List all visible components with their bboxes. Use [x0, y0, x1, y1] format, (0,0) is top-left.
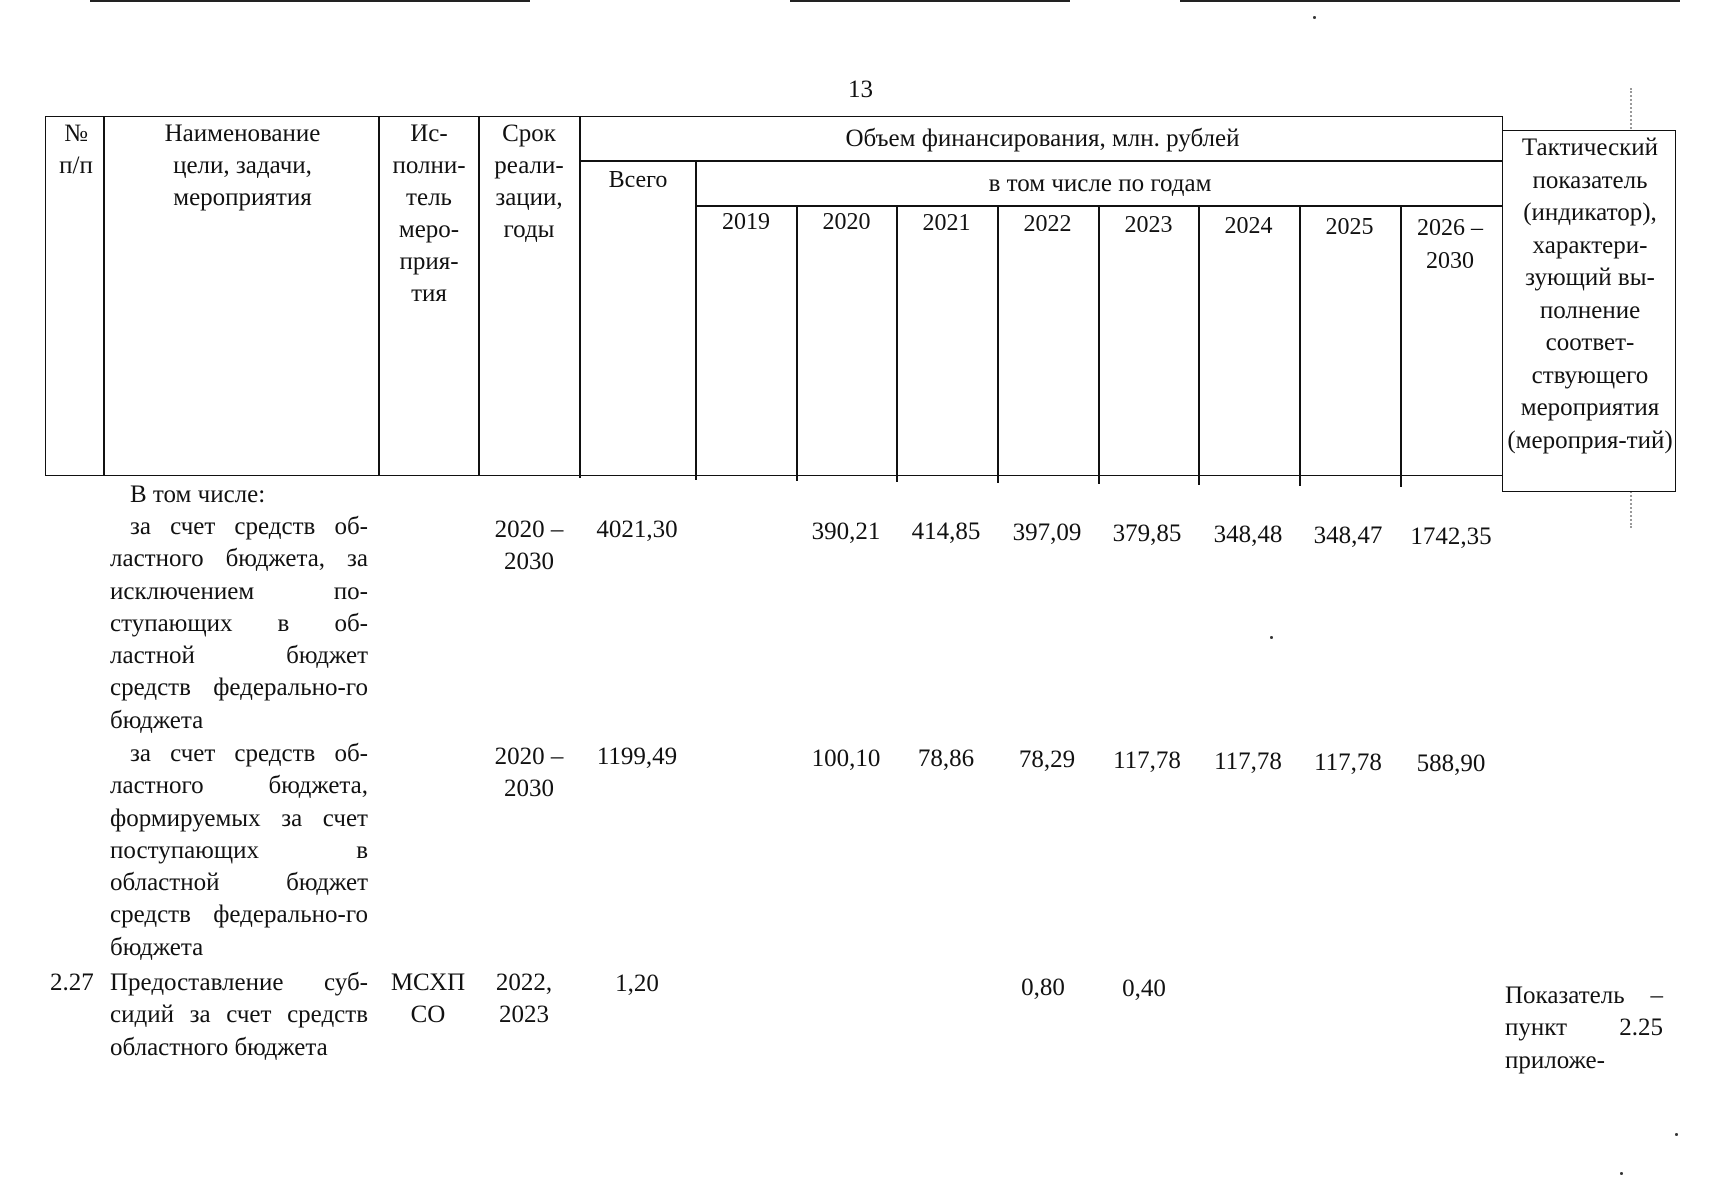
header-volume: Объем финансирования, млн. рублей [845, 125, 1240, 152]
header-year: 2020 [822, 209, 871, 235]
col-divider [103, 116, 105, 476]
row-value: 348,48 [1213, 521, 1283, 548]
table-row [110, 479, 368, 511]
header-year: 2021 [922, 210, 971, 236]
scan-edge-line [1180, 0, 1680, 2]
row-no: 2.27 [50, 969, 94, 996]
row-name: В том числе: [130, 481, 266, 508]
table-row [110, 511, 368, 737]
row-value: 348,47 [1313, 522, 1383, 549]
header-by-years: в том числе по годам [988, 170, 1212, 197]
header-name: Наименование цели, задачи, мероприятия [164, 120, 321, 211]
header-year: 2024 [1224, 213, 1273, 239]
row-total: 1199,49 [596, 743, 678, 770]
scan-edge-line [790, 0, 1070, 2]
row-value: 117,78 [1214, 748, 1282, 775]
row-value: 117,78 [1314, 749, 1382, 776]
scan-speck [1620, 1172, 1623, 1175]
page-number: 13 [848, 76, 873, 103]
row-period: 2022, 2023 [495, 969, 553, 1028]
col-divider [896, 205, 898, 482]
row-period: 2020 – 2030 [494, 743, 564, 802]
scan-edge-line [90, 0, 530, 2]
col-divider [1198, 205, 1200, 485]
header-total: Всего [608, 167, 668, 193]
col-divider [997, 205, 999, 483]
col-divider [796, 205, 798, 481]
header-year: 2022 [1023, 211, 1072, 237]
row-value: 414,85 [911, 518, 981, 545]
row-value: 379,85 [1112, 520, 1182, 547]
row-name: Предоставление суб-сидий за счет средств областного бюджета [110, 969, 368, 1061]
header-year: 2026 – 2030 [1417, 215, 1483, 274]
col-divider [478, 116, 480, 476]
row-name: за счет средств об-ластного бюджета, формируемых за счет поступающих в областной бюджет средств федерально-го бюджета [110, 740, 368, 961]
col-divider [1098, 205, 1100, 484]
col-divider [579, 116, 581, 478]
header-no: № п/п [59, 120, 93, 179]
row-value: 78,86 [917, 745, 975, 772]
row-value: 100,10 [811, 745, 881, 772]
header-executor: Ис-полни-тель меро-прия-тия [392, 120, 466, 307]
row-value: 390,21 [811, 518, 881, 545]
table-row [110, 738, 368, 964]
col-divider [1299, 205, 1301, 486]
row-total: 1,20 [615, 970, 659, 997]
col-divider [378, 116, 380, 476]
row-indicator: Показатель – пункт 2.25 приложе- [1505, 982, 1663, 1074]
row-value: 1742,35 [1410, 523, 1492, 550]
scan-speck [1313, 16, 1316, 19]
col-divider [1400, 205, 1402, 487]
header-year: 2023 [1124, 212, 1173, 238]
row-value: 588,90 [1416, 750, 1486, 777]
row-total: 4021,30 [596, 516, 678, 543]
row-name: за счет средств об-ластного бюджета, за исключением по-ступающих в об-ластной бюджет средств федерально-го бюджета [110, 513, 368, 734]
row-value: 117,78 [1113, 747, 1181, 774]
row-executor: МСХП СО [390, 969, 466, 1028]
table-row [110, 967, 368, 1064]
row-value: 78,29 [1018, 746, 1076, 773]
row-value: 0,80 [1021, 974, 1065, 1001]
header-indicator: Тактический показатель (индикатор), характери-зующий вы-полнение соответ-ствующего мероприятия (мероприя-тий) [1507, 134, 1673, 454]
row-value: 397,09 [1012, 519, 1082, 546]
header-year: 2025 [1325, 214, 1374, 240]
header-period: Срок реали-зации, годы [494, 120, 564, 243]
row-value: 0,40 [1122, 975, 1166, 1002]
row-period: 2020 – 2030 [494, 516, 564, 575]
scan-speck [1675, 1133, 1678, 1136]
scan-speck [1270, 636, 1273, 639]
row-divider [579, 160, 1503, 162]
header-year: 2019 [722, 209, 770, 235]
